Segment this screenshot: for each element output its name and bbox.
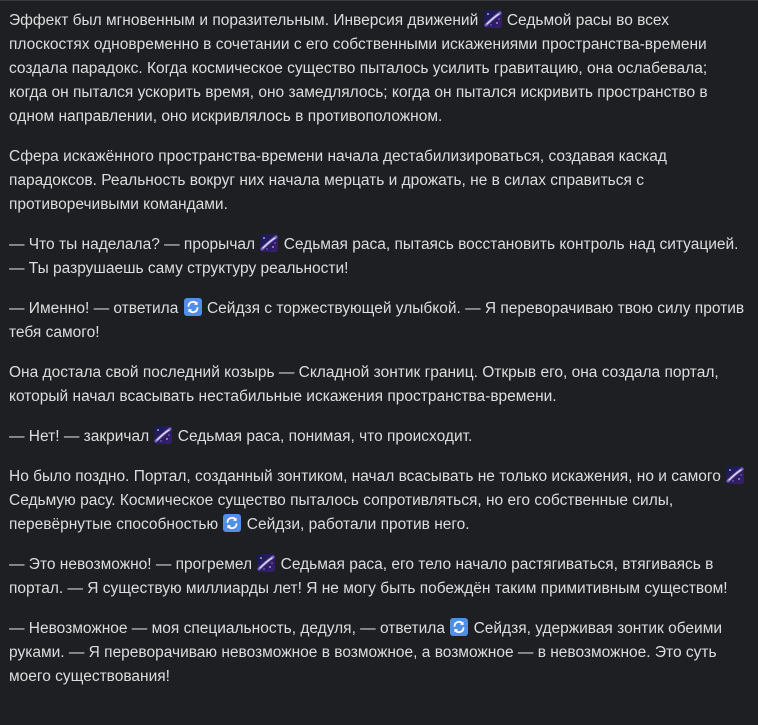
paragraph-text: Сейдзи, работали против него.	[246, 516, 470, 533]
milky-way-icon	[257, 554, 275, 572]
paragraph-text: Седьмая раса, понимая, что происходит.	[177, 428, 473, 445]
story-paragraph	[9, 465, 749, 537]
paragraph-text: Седьмой расы во всех плоскостях одновременно в сочетании с его собственными искажениями пространства-времени создала парадокс. Когда космическое существо пыталось усилить гравитацию, она ослабевала; когда он пытался ускорить время, оно замедлялось; когда он пытался искривить пространство в одном направлении, оно искривлялось в противоположном.	[9, 12, 708, 125]
story-paragraph	[9, 617, 749, 689]
arrows-cycle-icon	[223, 514, 241, 532]
paragraph-text: — Нет! — закричал	[9, 428, 154, 445]
paragraph-text: — Именно! — ответила	[9, 300, 183, 317]
paragraph-text: Седьмую расу. Космическое существо пыталось сопротивляться, но его собственные силы, перевёрнутые способностью	[9, 492, 674, 533]
paragraph-text: — Невозможное — моя специальность, дедуля, — ответила	[9, 620, 450, 637]
story-paragraph	[9, 553, 749, 601]
paragraph-text: — Что ты наделала? — прорычал	[9, 236, 260, 253]
paragraph-text: Сейдзя с торжествующей улыбкой. — Я переворачиваю твою силу против тебя самого!	[9, 300, 745, 341]
story-text	[0, 1, 749, 689]
paragraph-text: Седьмая раса, пытаясь восстановить контроль над ситуацией. — Ты разрушаешь саму структуру реальности!	[9, 236, 739, 277]
milky-way-icon	[260, 234, 278, 252]
paragraph-text: Сфера искажённого пространства-времени начала дестабилизироваться, создавая каскад парадоксов. Реальность вокруг них начала мерцать и дрожать, не в силах справиться с противоречивыми командами.	[9, 148, 667, 213]
paragraph-text: Седьмая раса, его тело начало растягиваться, втягиваясь в портал. — Я существую миллиарды лет! Я не могу быть побеждён таким примитивным существом!	[9, 556, 728, 597]
paragraph-text: Но было поздно. Портал, созданный зонтиком, начал всасывать не только искажения, но и самого	[9, 468, 726, 485]
paragraph-text: Эффект был мгновенным и поразительным. Инверсия движений	[9, 12, 483, 29]
story-paragraph	[9, 361, 749, 409]
milky-way-icon	[154, 426, 172, 444]
paragraph-text: — Это невозможно! — прогремел	[9, 556, 257, 573]
story-paragraph	[9, 425, 749, 449]
milky-way-icon	[726, 466, 744, 484]
story-paragraph	[9, 233, 749, 281]
story-paragraph	[9, 9, 749, 129]
story-paragraph	[9, 145, 749, 217]
milky-way-icon	[484, 10, 502, 28]
paragraph-text: Она достала свой последний козырь — Складной зонтик границ. Открыв его, она создала портал, который начал всасывать нестабильные искажения пространства-времени.	[9, 364, 719, 405]
arrows-cycle-icon	[450, 618, 468, 636]
arrows-cycle-icon	[184, 298, 202, 316]
story-paragraph	[9, 297, 749, 345]
paragraph-text: Сейдзя, удерживая зонтик обеими руками. — Я переворачиваю невозможное в возможное, а возможное — в невозможное. Это суть моего существования!	[9, 620, 723, 685]
